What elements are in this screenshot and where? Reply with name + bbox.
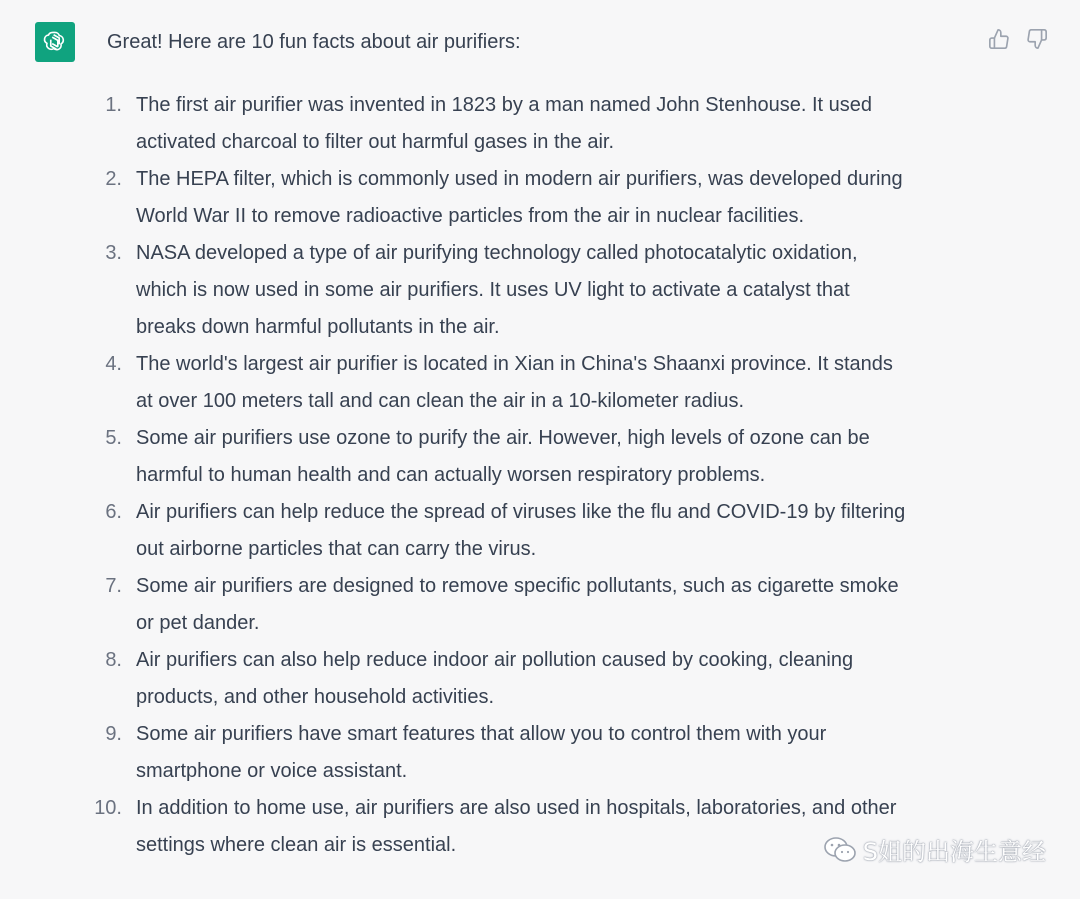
list-number: 5. [105, 427, 122, 449]
list-item [88, 642, 988, 716]
list-item-line: World War II to remove radioactive particles from the air in nuclear facilities. [136, 205, 805, 227]
thumbs-down-button[interactable] [1024, 26, 1050, 52]
watermark-text: S姐的出海生意经 [862, 838, 1046, 866]
list-item-line: Air purifiers can also help reduce indoor air pollution caused by cooking, cleaning [136, 649, 854, 671]
list-item [88, 161, 988, 235]
list-number: 1. [105, 94, 122, 116]
list-item-line: breaks down harmful pollutants in the air. [136, 316, 500, 338]
wechat-icon [823, 835, 857, 865]
list-item-line: NASA developed a type of air purifying technology called photocatalytic oxidation, [136, 242, 858, 264]
list-item [88, 420, 988, 494]
list-item-line: Some air purifiers use ozone to purify the air. However, high levels of ozone can be [136, 427, 870, 449]
list-item-line: or pet dander. [136, 612, 260, 634]
list-item-line: Some air purifiers have smart features that allow you to control them with your [136, 723, 827, 745]
list-item-line: smartphone or voice assistant. [136, 760, 408, 782]
feedback-controls [986, 26, 1050, 52]
watermark [823, 832, 1046, 867]
list-item [88, 346, 988, 420]
list-item-line: settings where clean air is essential. [136, 834, 457, 856]
list-item-line: Air purifiers can help reduce the spread of viruses like the flu and COVID-19 by filtering [136, 501, 906, 523]
list-item-line: The HEPA filter, which is commonly used in modern air purifiers, was developed during [136, 168, 903, 190]
list-item-line: which is now used in some air purifiers. It uses UV light to activate a catalyst that [136, 279, 850, 301]
list-item-line: out airborne particles that can carry the virus. [136, 538, 537, 560]
list-item [88, 494, 988, 568]
list-item-line: at over 100 meters tall and can clean the air in a 10-kilometer radius. [136, 390, 745, 412]
thumbs-down-icon [1026, 28, 1048, 50]
list-number: 10. [94, 797, 122, 819]
openai-logo-icon [42, 29, 68, 55]
list-number: 4. [105, 353, 122, 375]
thumbs-up-button[interactable] [986, 26, 1012, 52]
list-item-line: harmful to human health and can actually worsen respiratory problems. [136, 464, 766, 486]
list-item-line: In addition to home use, air purifiers are also used in hospitals, laboratories, and other [136, 797, 897, 819]
list-item-line: products, and other household activities. [136, 686, 494, 708]
assistant-avatar [35, 22, 75, 62]
list-item [88, 568, 988, 642]
list-number: 2. [105, 168, 122, 190]
list-item-line: The first air purifier was invented in 1823 by a man named John Stenhouse. It used [136, 94, 872, 116]
list-number: 6. [105, 501, 122, 523]
list-number: 7. [105, 575, 122, 597]
list-number: 9. [105, 723, 122, 745]
list-item [88, 235, 988, 346]
facts-list [88, 87, 988, 864]
list-item [88, 716, 988, 790]
list-item [88, 87, 988, 161]
thumbs-up-icon [988, 28, 1010, 50]
list-item-line: The world's largest air purifier is located in Xian in China's Shaanxi province. It stands [136, 353, 893, 375]
intro-text: Great! Here are 10 fun facts about air purifiers: [107, 31, 521, 53]
list-item-line: activated charcoal to filter out harmful gases in the air. [136, 131, 615, 153]
list-number: 8. [105, 649, 122, 671]
list-item-line: Some air purifiers are designed to remove specific pollutants, such as cigarette smoke [136, 575, 899, 597]
list-number: 3. [105, 242, 122, 264]
